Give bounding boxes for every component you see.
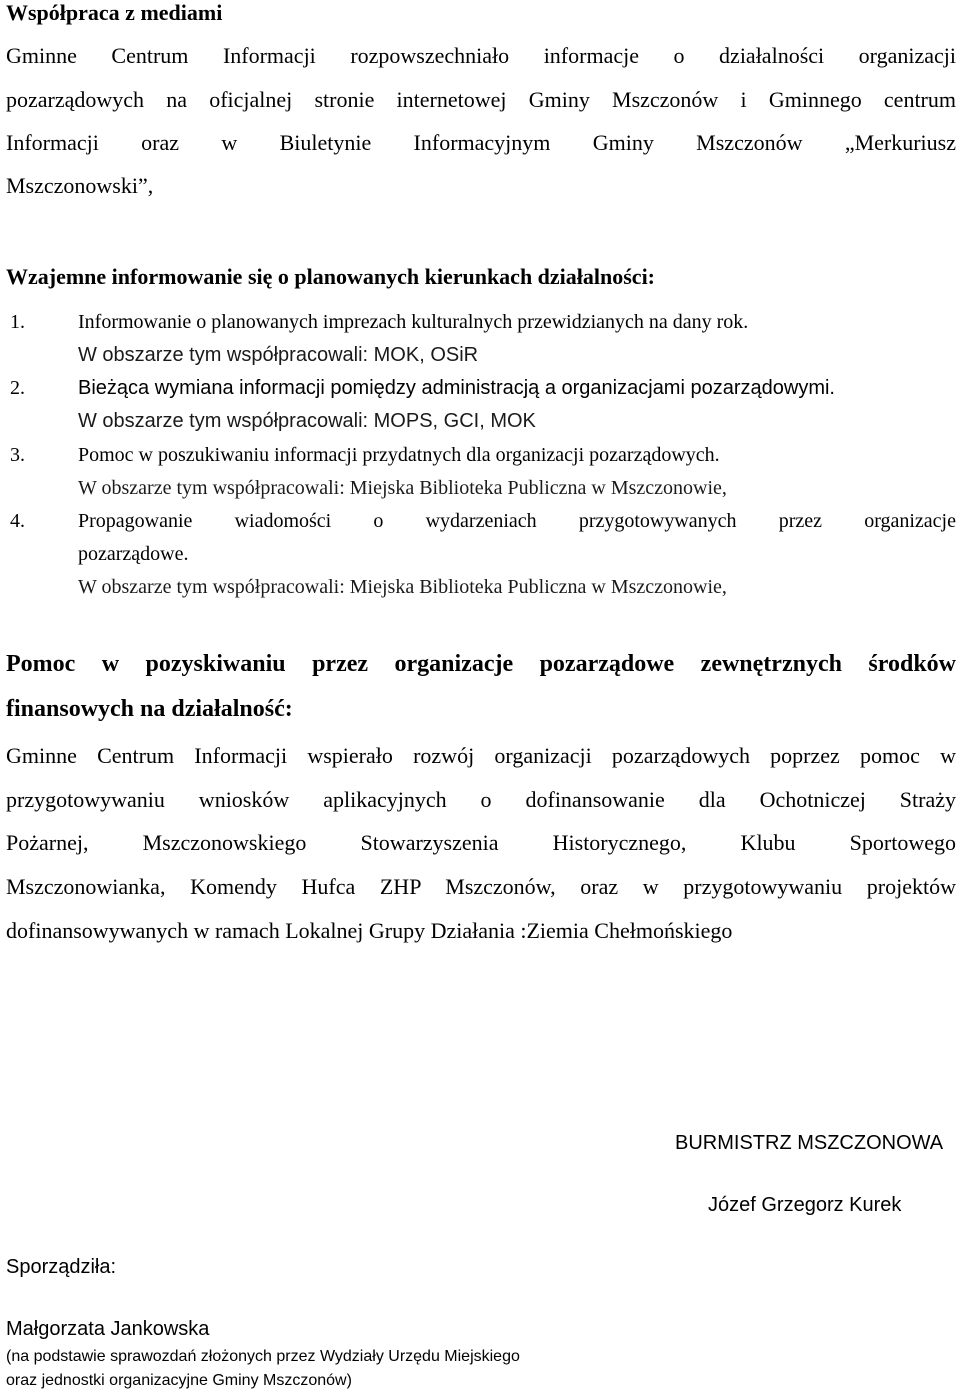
paragraph-line: Informacji oraz w Biuletynie Informacyjnym Gminy Mszczonów „Merkuriusz (6, 130, 956, 155)
preparer-note-continued: oraz jednostki organizacyjne Gminy Mszczonów) (6, 1372, 352, 1389)
mayor-title: BURMISTRZ MSZCZONOWA (675, 1132, 944, 1154)
preparer-name: Małgorzata Jankowska (6, 1318, 210, 1340)
paragraph-line: Gminne Centrum Informacji wspierało rozwój organizacji pozarządowych poprzez pomoc w (6, 743, 956, 768)
prepared-by-label: Sporządziła: (6, 1256, 117, 1278)
list-number: 1. (10, 311, 25, 333)
mayor-name: Józef Grzegorz Kurek (708, 1194, 902, 1216)
list-cooperation-note: W obszarze tym współpracowali: MOK, OSiR (78, 344, 479, 366)
list-number: 3. (10, 444, 25, 466)
section-heading-funding-continued: finansowych na działalność: (6, 696, 293, 722)
list-text: Bieżąca wymiana informacji pomiędzy administracją a organizacjami pozarządowymi. (78, 377, 835, 399)
section-heading-media: Współpraca z mediami (6, 0, 223, 25)
section-heading-information: Wzajemne informowanie się o planowanych kierunkach działalności: (6, 264, 656, 289)
list-number: 4. (10, 510, 25, 532)
paragraph-line: przygotowywaniu wniosków aplikacyjnych o dofinansowanie dla Ochotniczej Straży (6, 787, 956, 812)
paragraph-line: Gminne Centrum Informacji rozpowszechniało informacje o działalności organizacji (6, 43, 956, 68)
section-heading-funding: Pomoc w pozyskiwaniu przez organizacje pozarządowe zewnętrznych środków (6, 651, 956, 677)
list-cooperation-note: W obszarze tym współpracowali: Miejska Biblioteka Publiczna w Mszczonowie, (78, 477, 727, 499)
list-cooperation-note: W obszarze tym współpracowali: Miejska Biblioteka Publiczna w Mszczonowie, (78, 576, 727, 598)
list-number: 2. (10, 377, 25, 399)
paragraph-line: dofinansowywanych w ramach Lokalnej Grupy Działania :Ziemia Chełmońskiego (6, 918, 733, 943)
paragraph-line: Mszczonowski”, (6, 173, 154, 198)
paragraph-line: Mszczonowianka, Komendy Hufca ZHP Mszczonów, oraz w przygotowywaniu projektów (6, 874, 956, 899)
list-text-continued: pozarządowe. (78, 543, 189, 565)
preparer-note: (na podstawie sprawozdań złożonych przez Wydziały Urzędu Miejskiego (6, 1348, 520, 1365)
list-text: Informowanie o planowanych imprezach kulturalnych przewidzianych na dany rok. (78, 311, 749, 333)
list-text: Propagowanie wiadomości o wydarzeniach przygotowywanych przez organizacje (78, 510, 956, 532)
list-cooperation-note: W obszarze tym współpracowali: MOPS, GCI, MOK (78, 410, 536, 432)
paragraph-line: pozarządowych na oficjalnej stronie internetowej Gminy Mszczonów i Gminnego centrum (6, 87, 956, 112)
paragraph-line: Pożarnej, Mszczonowskiego Stowarzyszenia Historycznego, Klubu Sportowego (6, 830, 956, 855)
list-text: Pomoc w poszukiwaniu informacji przydatnych dla organizacji pozarządowych. (78, 444, 720, 466)
